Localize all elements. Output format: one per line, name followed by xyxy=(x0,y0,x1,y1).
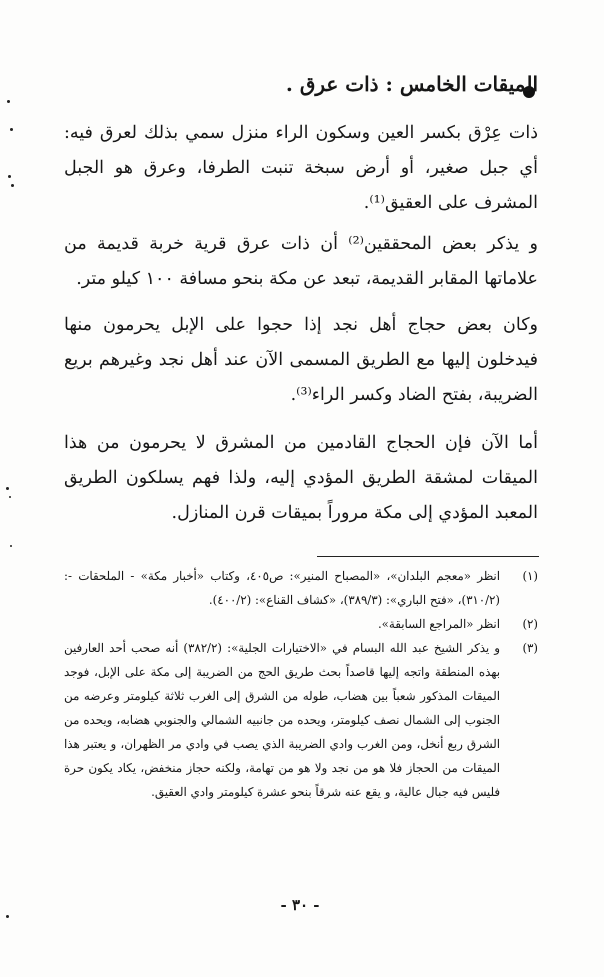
scan-speck xyxy=(8,175,11,178)
scan-speck xyxy=(6,915,9,918)
page-number: - ٣٠ - xyxy=(280,896,320,914)
scan-speck xyxy=(7,100,10,103)
paragraph-2: و يذكر بعض المحققين⁽²⁾ أن ذات عرق قرية خربة قديمة من علاماتها المقابر القديمة، تبعد عن مكة بنحو مسافة ١٠٠ كيلو متر. xyxy=(64,234,538,289)
footnote-number: (٢) xyxy=(522,617,538,631)
footnote-text: انظر «معجم البلدان»، «المصباح المنير»: ص٤٠٥، وكتاب «أخبار مكة» - الملحقات -: (٣١٠/٢)، «فتح الباري»: (٣٨٩/٣)، «كشاف القناع»: (٤٠٠/٢). xyxy=(64,569,500,607)
paragraph-3: وكان بعض حجاج أهل نجد إذا حجوا على الإبل يحرمون منها فيدخلون إليها مع الطريق المسمى الآن عند أهل نجد وغيرهم بريع الضريبة، بفتح الضاد وكسر الراء⁽³⁾. xyxy=(64,315,538,405)
scan-speck xyxy=(6,487,9,490)
scan-speck xyxy=(10,128,13,131)
paragraph-4: أما الآن فإن الحجاج القادمين من المشرق لا يحرمون من هذا الميقات لمشقة الطريق المؤدي إليه، ولذا فهم يسلكون الطريق المعبد المؤدي إلى مكة مروراً بميقات قرن المنازل. xyxy=(64,433,538,523)
footnote-separator xyxy=(317,556,539,557)
section-heading: الميقات الخامس : ذات عرق . xyxy=(285,72,538,96)
paragraph-1: ذات عِرْق بكسر العين وسكون الراء منزل سمي بذلك لعرق فيه: أي جبل صغير، أو أرض سبخة تنبت الطرفا، وعرق هو الجبل المشرف على العقيق⁽¹⁾. xyxy=(64,123,538,213)
scan-speck xyxy=(11,184,14,187)
footnote-2 xyxy=(64,612,538,636)
footnote-number: (٣) xyxy=(522,641,538,655)
footnote-number: (١) xyxy=(522,569,538,583)
footnote-1 xyxy=(64,564,538,612)
footnotes xyxy=(64,564,538,804)
footnote-text: انظر «المراجع السابقة». xyxy=(377,617,500,631)
scan-speck xyxy=(9,496,11,498)
scan-speck xyxy=(10,545,12,547)
footnote-3 xyxy=(64,636,538,804)
footnote-text: و يذكر الشيخ عبد الله البسام في «الاختيارات الجلية»: (٣٨٢/٢) أنه صحب أحد العارفين بهذه المنطقة واتجه إليها قاصداً بحث طريق الحج من الضريبة إلى مكة على الإبل، فوجد الميقات المذكور شعباً بين هضاب، طوله من الشرق إلى الغرب ثلاثة كيلومتر وعرضه من الجنوب إلى الشمال نصف كيلومتر، ويحده من جانبيه الشمالي والجنوبي هضابه، ويحده من الشرق ربع أنخل، ومن الغرب وادي الضريبة الذي يصب في وادي مر الظهران، و يعتبر هذا الميقات من الحجاز فلا هو من نجد ولا هو من تهامة، ولكنه حجاز منخفض، يكاد يكون حرة فليس فيه جبال عالية، و يقع عنه شرقاً بنحو عشرة كيلومتر وادي العقيق. xyxy=(64,641,501,799)
